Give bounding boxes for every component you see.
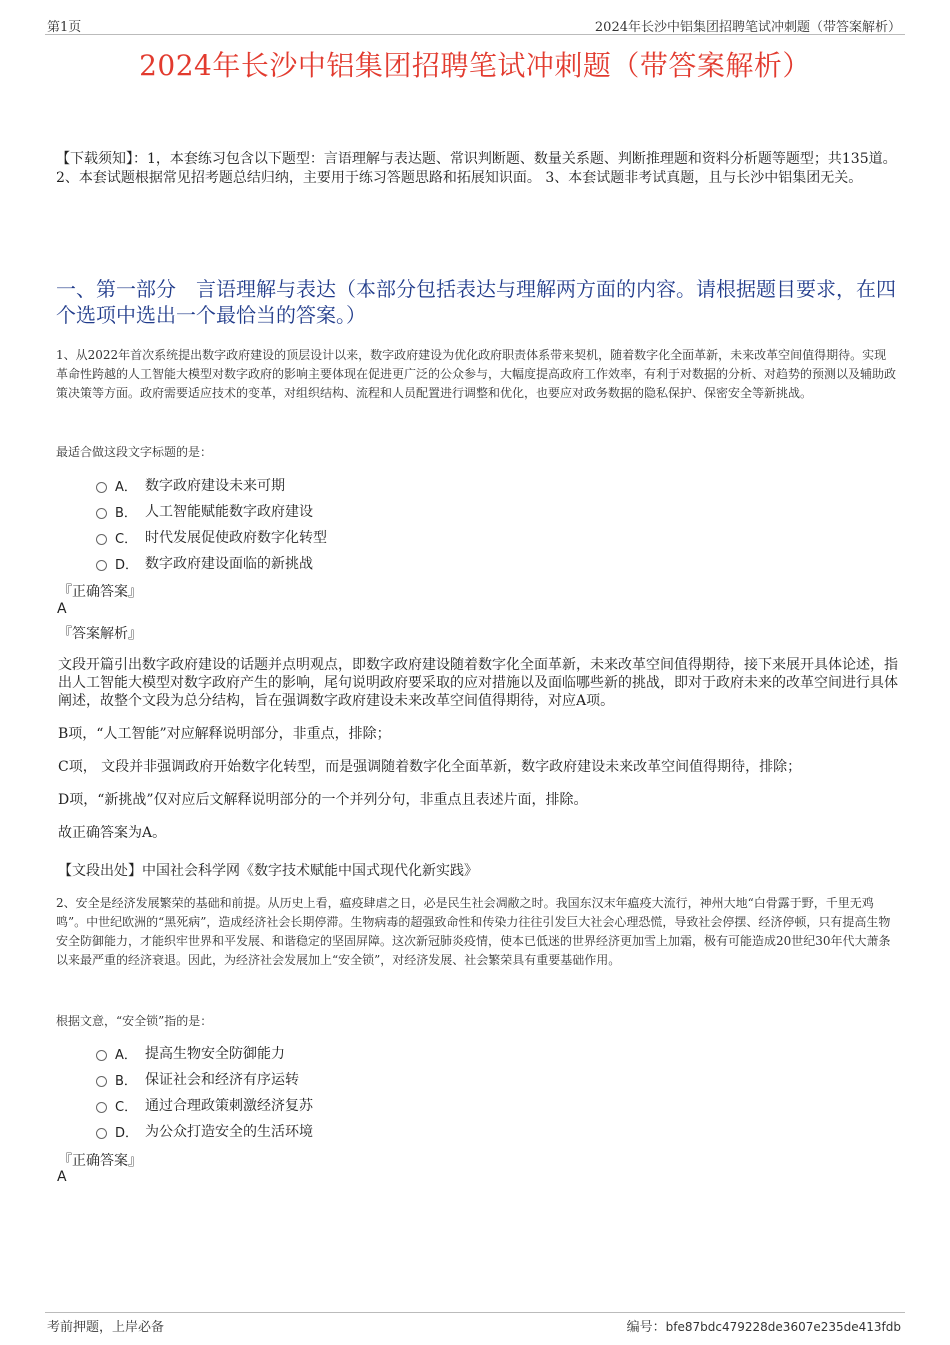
radio-icon[interactable] — [96, 482, 107, 493]
radio-icon[interactable] — [96, 1102, 107, 1113]
option-text: 通过合理政策刺激经济复苏 — [145, 1098, 313, 1114]
option-text: 提高生物安全防御能力 — [145, 1046, 285, 1062]
analysis-label: 『答案解析』 — [58, 626, 142, 642]
radio-icon[interactable] — [96, 508, 107, 519]
radio-icon[interactable] — [96, 534, 107, 545]
answer-label: 『正确答案』 — [58, 584, 142, 600]
footer-slogan: 考前押题，上岸必备 — [47, 1320, 165, 1335]
option-d[interactable]: D． 为公众打造安全的生活环境 — [96, 1118, 313, 1144]
document-title: 2024年长沙中铝集团招聘笔试冲刺题（带答案解析） — [139, 49, 811, 82]
answer-value: A — [57, 601, 67, 617]
question-1-prompt: 最适合做这段文字标题的是： — [56, 445, 213, 459]
header-doc-title: 2024年长沙中铝集团招聘笔试冲刺题（带答案解析） — [594, 20, 901, 35]
analysis-paragraph: C项， 文段并非强调政府开始数字化转型，而是强调随着数字化全面革新，数字政府建设未来改革空间值得期待，排除； — [58, 759, 802, 775]
answer-label: 『正确答案』 — [58, 1153, 142, 1169]
option-text: 数字政府建设未来可期 — [145, 478, 285, 494]
question-2-prompt: 根据文意，“安全锁”指的是： — [56, 1014, 213, 1028]
answer-value: A — [57, 1169, 67, 1185]
option-a[interactable]: A． 数字政府建设未来可期 — [96, 472, 327, 498]
download-notice: 【下载须知】：1，本套练习包含以下题型：言语理解与表达题、常识判断题、数量关系题、判断推理题和资料分析题等题型；共135道。 2、本套试题根据常见招考题总结归纳，主要用于练习答题思路和拓展知识面。 3、本套试题非考试真题，且与长沙中铝集团无关。 — [56, 151, 897, 186]
analysis-paragraph: 故正确答案为A。 — [58, 825, 167, 841]
option-b[interactable]: B． 人工智能赋能数字政府建设 — [96, 498, 327, 524]
option-text: 时代发展促使政府数字化转型 — [145, 530, 327, 546]
option-text: 保证社会和经济有序运转 — [145, 1072, 299, 1088]
page-footer — [45, 1312, 905, 1333]
option-text: 为公众打造安全的生活环境 — [145, 1124, 313, 1140]
option-c[interactable]: C． 时代发展促使政府数字化转型 — [96, 524, 327, 550]
option-a[interactable]: A． 提高生物安全防御能力 — [96, 1040, 313, 1066]
question-2-options — [96, 1040, 313, 1144]
radio-icon[interactable] — [96, 1128, 107, 1139]
option-text: 人工智能赋能数字政府建设 — [145, 504, 313, 520]
page-header — [45, 14, 905, 35]
option-c[interactable]: C． 通过合理政策刺激经济复苏 — [96, 1092, 313, 1118]
document-code — [627, 1316, 901, 1335]
question-2-text: 2、安全是经济发展繁荣的基础和前提。从历史上看，瘟疫肆虐之日，必是民生社会凋敝之时。我国东汉末年瘟疫大流行，神州大地“白骨露于野，千里无鸡鸣”。中世纪欧洲的“黑死病”，造成经济社会长期停滞。生物病毒的超强致命性和传染力往往引发巨大社会心理恐慌，导致社会停摆、经济停顿，只有提高生物安全防御能力，才能织牢世界和平发展、和谐稳定的坚固屏障。这次新冠肺炎疫情，使本已低迷的世界经济更加雪上加霜，极有可能造成20世纪30年代大萧条以来最严重的经济衰退。因此，为经济社会发展加上“安全锁”，对经济发展、社会繁荣具有重要基础作用。 — [56, 896, 891, 967]
analysis-paragraph: D项，“新挑战”仅对应后文解释说明部分的一个并列分句，非重点且表述片面，排除。 — [58, 792, 588, 808]
radio-icon[interactable] — [96, 1050, 107, 1061]
code-label: 编号： — [626, 1320, 666, 1335]
radio-icon[interactable] — [96, 1076, 107, 1087]
code-value: bfe87bdc479228de3607e235de413fdb — [665, 1320, 901, 1334]
analysis-body — [58, 656, 898, 857]
analysis-paragraph: 文段开篇引出数字政府建设的话题并点明观点，即数字政府建设随着数字化全面革新，未来改革空间值得期待，接下来展开具体论述，指出人工智能大模型对数字政府产生的影响，尾句说明政府要采取的应对措施以及面临哪些新的挑战，即对于政府未来的改革空间进行具体阐述，故整个文段为总分结构，旨在强调数字政府建设未来改革空间值得期待，对应A项。 — [58, 657, 898, 709]
radio-icon[interactable] — [96, 560, 107, 571]
question-1-options — [96, 472, 327, 576]
option-b[interactable]: B． 保证社会和经济有序运转 — [96, 1066, 313, 1092]
text-source: 【文段出处】中国社会科学网《数字技术赋能中国式现代化新实践》 — [58, 863, 478, 879]
section-heading: 一、第一部分 言语理解与表达（本部分包括表达与理解两方面的内容。请根据题目要求，在四个选项中选出一个最恰当的答案。） — [56, 277, 896, 327]
analysis-paragraph: B项，“人工智能”对应解释说明部分，非重点，排除； — [58, 726, 391, 742]
question-1-text: 1、从2022年首次系统提出数字政府建设的顶层设计以来，数字政府建设为优化政府职责体系带来契机，随着数字化全面革新，未来改革空间值得期待。实现革命性跨越的人工智能大模型对数字政府的影响主要体现在促进更广泛的公众参与，大幅度提高政府工作效率，有利于对数据的分析、对趋势的预测以及辅助政策决策等方面。政府需要适应技术的变革，对组织结构、流程和人员配置进行调整和优化，也要应对政务数据的隐私保护、保密安全等新挑战。 — [56, 348, 897, 400]
option-d[interactable]: D． 数字政府建设面临的新挑战 — [96, 550, 327, 576]
page-number: 第1页 — [47, 20, 82, 35]
option-text: 数字政府建设面临的新挑战 — [145, 556, 313, 572]
